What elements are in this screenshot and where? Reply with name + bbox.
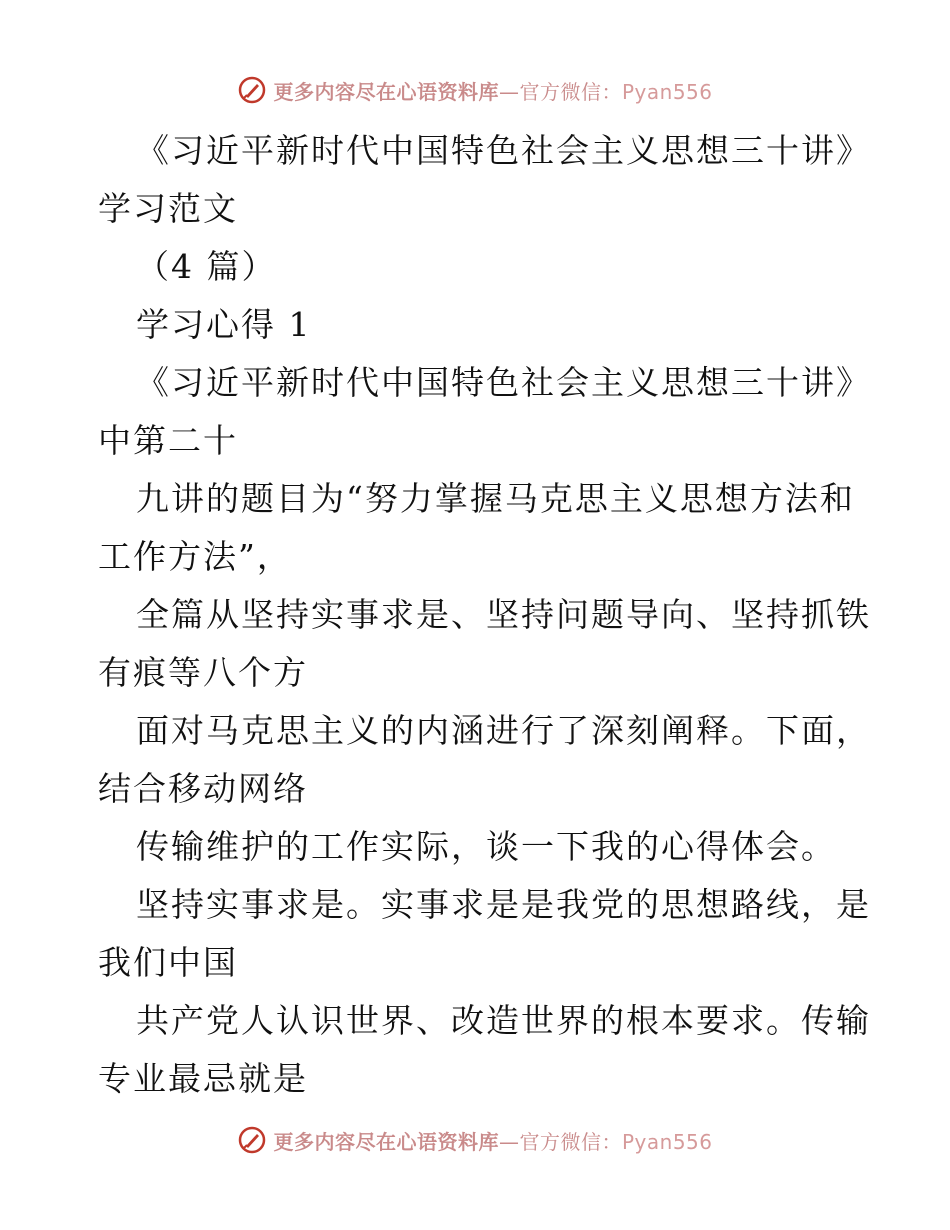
- document-line: 全篇从坚持实事求是、坚持问题导向、坚持抓铁: [136, 595, 871, 634]
- document-line: 九讲的题目为“努力掌握马克思主义思想方法和: [136, 479, 855, 518]
- watermark-prefix: 更多内容尽在心语资料库: [273, 1129, 499, 1154]
- document-line: 传输维护的工作实际，谈一下我的心得体会。: [136, 827, 836, 866]
- watermark-account: Pyan556: [621, 1129, 713, 1154]
- quill-logo-icon: [237, 1125, 267, 1155]
- watermark-separator: —: [498, 1129, 520, 1154]
- document-line: 学习心得 1: [136, 305, 312, 344]
- header-watermark: [0, 70, 950, 110]
- watermark-account: Pyan556: [621, 79, 713, 104]
- quill-logo-icon: [237, 75, 267, 105]
- document-line: 我们中国: [98, 943, 238, 982]
- document-line: 结合移动网络: [98, 769, 308, 808]
- document-line: 工作方法”，: [98, 537, 292, 576]
- document-line: 有痕等八个方: [98, 653, 308, 692]
- document-line: 共产党人认识世界、改造世界的根本要求。传输: [136, 1001, 871, 1040]
- watermark-suffix: 官方微信：: [519, 1129, 622, 1154]
- document-body: [98, 122, 871, 1108]
- footer-watermark-text: [273, 1126, 712, 1155]
- document-line: 《习近平新时代中国特色社会主义思想三十讲》: [136, 363, 871, 402]
- document-line: 《习近平新时代中国特色社会主义思想三十讲》: [136, 131, 871, 170]
- document-line: （4 篇）: [136, 247, 277, 286]
- watermark-prefix: 更多内容尽在心语资料库: [273, 79, 499, 104]
- footer-watermark: [0, 1120, 950, 1160]
- document-line: 专业最忌就是: [98, 1059, 308, 1098]
- watermark-separator: —: [498, 79, 520, 104]
- watermark-suffix: 官方微信：: [519, 79, 622, 104]
- document-line: 中第二十: [98, 421, 238, 460]
- document-line: 面对马克思主义的内涵进行了深刻阐释。下面，: [136, 711, 871, 750]
- header-watermark-text: [273, 76, 712, 105]
- document-line: 学习范文: [98, 189, 238, 228]
- document-line: 坚持实事求是。实事求是是我党的思想路线，是: [136, 885, 871, 924]
